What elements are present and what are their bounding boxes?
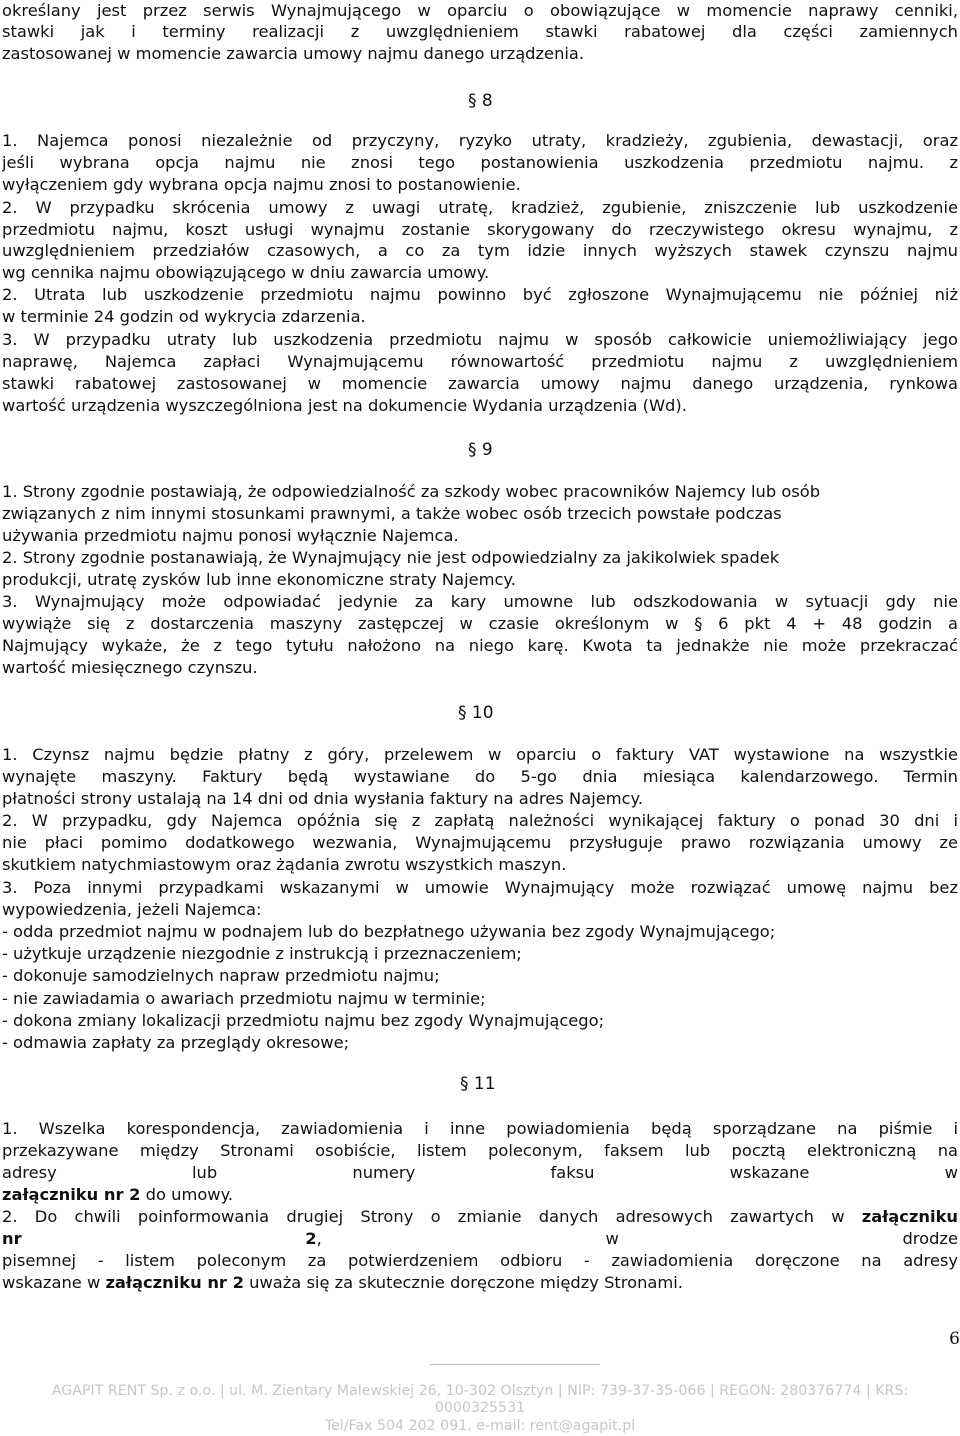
text-line (2, 0, 958, 22)
text-segment: przekazywane między Stronami osobiście, listem poleconym, faksem lub pocztą elektroniczną na (2, 1141, 958, 1160)
text-line (2, 943, 958, 965)
text-segment: - dokonuje samodzielnych napraw przedmiotu najmu; (2, 966, 440, 985)
bold-text: załączniku nr 2 (105, 1273, 244, 1292)
bold-text: załączniku (861, 1207, 958, 1226)
text-segment: stawki rabatowej zastosowanej w momencie zawarcia umowy najmu danego urządzenia, rynkowa (2, 374, 958, 393)
text-segment: 1. Strony zgodnie postawiają, że odpowiedzialność za szkody wobec pracowników Najemcy lub osób (2, 482, 821, 501)
text-line (2, 306, 958, 328)
text-line (2, 1010, 958, 1032)
text-segment: - nie zawiadamia o awariach przedmiotu najmu w terminie; (2, 989, 486, 1008)
text-segment: wypowiedzenia, jeżeli Najemca: (2, 900, 262, 919)
text-line (2, 1184, 958, 1206)
text-segment: produkcji, utratę zysków lub inne ekonomiczne straty Najemcy. (2, 570, 516, 589)
text-line (2, 262, 958, 284)
text-line (2, 877, 958, 899)
text-line (2, 832, 958, 854)
text-line (2, 395, 958, 417)
text-segment: 2. W przypadku, gdy Najemca opóźnia się z zapłatą należności wynikającej faktury o ponad 30 dni i (2, 811, 958, 830)
text-segment: adresy lub numery faksu wskazane w (2, 1163, 958, 1182)
text-segment: w terminie 24 godzin od wykrycia zdarzenia. (2, 307, 366, 326)
text-line (2, 197, 958, 219)
text-line (2, 43, 958, 65)
text-segment: jeśli wybrana opcja najmu nie znosi tego postanowienia uszkodzenia przedmiotu najmu. z (2, 153, 958, 172)
text-segment: , w drodze (316, 1229, 958, 1248)
section-heading-11: § 11 (460, 1074, 496, 1094)
text-line (2, 219, 958, 241)
text-segment: wywiąże się z dostarczenia maszyny zastępczej w czasie określonym w § 6 pkt 4 + 48 godzin a (2, 614, 958, 633)
text-line (2, 744, 958, 766)
text-line (2, 988, 958, 1010)
text-line (2, 810, 958, 832)
text-line (2, 240, 958, 262)
footer-krs-number: 0000325531 (434, 1400, 526, 1416)
page-number: 6 (949, 1329, 960, 1349)
text-segment: przedmiotu najmu, koszt usługi wynajmu zostanie skorygowany do rzeczywistego okresu wynajmu, z (2, 220, 958, 239)
text-line (2, 21, 958, 43)
text-segment: 2. W przypadku skrócenia umowy z uwagi utratę, kradzież, zgubienie, zniszczenie lub uszkodzenie (2, 198, 958, 217)
text-segment: wg cennika najmu obowiązującego w dniu zawarcia umowy. (2, 263, 490, 282)
text-line (2, 152, 958, 174)
text-line (2, 503, 958, 525)
text-line (2, 373, 958, 395)
text-line (2, 899, 958, 921)
text-segment: - użytkuje urządzenie niezgodnie z instrukcją i przeznaczeniem; (2, 944, 522, 963)
text-segment: Najmujący wykaże, że z tego tytułu nałożono na niego karę. Kwota ta jednakże nie może przekraczać (2, 636, 958, 655)
text-line (2, 657, 958, 679)
section-heading-9: § 9 (468, 440, 493, 460)
text-segment: uważa się za skutecznie doręczone między Stronami. (243, 1273, 683, 1292)
text-line (2, 130, 958, 152)
text-segment: - odmawia zapłaty za przeglądy okresowe; (2, 1033, 350, 1052)
text-line (2, 329, 958, 351)
text-segment: naprawę, Najemca zapłaci Wynajmującemu równowartość przedmiotu najmu z uwzględnieniem (2, 352, 958, 371)
section-heading-10: § 10 (458, 703, 494, 723)
text-line (2, 481, 958, 503)
text-line (2, 1250, 958, 1272)
text-segment (22, 1229, 306, 1248)
text-segment: 2. Utrata lub uszkodzenie przedmiotu najmu powinno być zgłoszone Wynajmującemu nie później niż (2, 285, 958, 304)
text-line (2, 569, 958, 591)
text-segment: zastosowanej w momencie zawarcia umowy najmu danego urządzenia. (2, 44, 585, 63)
text-segment: do umowy. (140, 1185, 234, 1204)
text-line (2, 1118, 958, 1140)
text-segment: - odda przedmiot najmu w podnajem lub do bezpłatnego używania bez zgody Wynajmującego; (2, 922, 776, 941)
text-segment: pisemnej - listem poleconym za potwierdzeniem odbioru - zawiadomienia doręczone na adresy (2, 1251, 958, 1270)
text-line (2, 1206, 958, 1228)
text-segment: 2. Strony zgodnie postanawiają, że Wynajmujący nie jest odpowiedzialny za jakikolwiek spadek (2, 548, 780, 567)
text-line (2, 635, 958, 657)
text-line (2, 1140, 958, 1162)
text-segment: wynajęte maszyny. Faktury będą wystawiane do 5-go dnia miesiąca kalendarzowego. Termin (2, 767, 958, 786)
text-segment: 1. Czynsz najmu będzie płatny z góry, przelewem w oparciu o faktury VAT wystawione na wszystkie (2, 745, 958, 764)
text-line (2, 965, 958, 987)
footer-company-info: AGAPIT RENT Sp. z o.o. | ul. M. Zientary Malewskiej 26, 10-302 Olsztyn | NIP: 739-37-35-066 | REGON: 280376774 | KRS: (51, 1383, 909, 1399)
text-line (2, 766, 958, 788)
text-line (2, 174, 958, 196)
footer-divider (430, 1364, 600, 1365)
text-line (2, 1228, 958, 1250)
bold-text: nr (2, 1229, 22, 1248)
text-line (2, 284, 958, 306)
text-line (2, 854, 958, 876)
text-segment: 2. Do chwili poinformowania drugiej Strony o zmianie danych adresowych zawartych w (2, 1207, 862, 1226)
text-line (2, 351, 958, 373)
text-segment: wartość urządzenia wyszczególniona jest na dokumencie Wydania urządzenia (Wd). (2, 396, 687, 415)
text-line (2, 1032, 958, 1054)
text-segment: wartość miesięcznego czynszu. (2, 658, 258, 677)
text-line (2, 788, 958, 810)
text-segment: nie płaci pomimo dodatkowego wezwania, Wynajmującemu przysługuje prawo rozwiązania umowy ze (2, 833, 958, 852)
text-segment: płatności strony ustalają na 14 dni od dnia wysłania faktury na adres Najemcy. (2, 789, 644, 808)
text-segment: wyłączeniem gdy wybrana opcja najmu znosi to postanowienie. (2, 175, 521, 194)
text-segment: 3. W przypadku utraty lub uszkodzenia przedmiotu najmu w sposób całkowicie uniemożliwiający jego (2, 330, 958, 349)
footer-contact: Tel/Fax 504 202 091, e-mail: rent@agapit.pl (324, 1418, 636, 1434)
text-line (2, 547, 958, 569)
text-segment: skutkiem natychmiastowym oraz żądania zwrotu wszystkich maszyn. (2, 855, 567, 874)
text-segment: 1. Wszelka korespondencja, zawiadomienia i inne powiadomienia będą sporządzane na piśmie i (2, 1119, 958, 1138)
text-line (2, 591, 958, 613)
text-segment: wskazane w (2, 1273, 106, 1292)
text-line (2, 1272, 958, 1294)
text-segment: 3. Wynajmujący może odpowiadać jedynie za kary umowne lub odszkodowania w sytuacji gdy nie (2, 592, 958, 611)
section-heading-8: § 8 (468, 91, 493, 111)
text-line (2, 613, 958, 635)
text-line (2, 921, 958, 943)
bold-text: załączniku nr 2 (2, 1185, 141, 1204)
text-segment: - dokona zmiany lokalizacji przedmiotu najmu bez zgody Wynajmującego; (2, 1011, 605, 1030)
text-segment: 1. Najemca ponosi niezależnie od przyczyny, ryzyko utraty, kradzieży, zgubienia, dewastacji, oraz (2, 131, 958, 150)
text-segment: 3. Poza innymi przypadkami wskazanymi w umowie Wynajmujący może rozwiązać umowę najmu bez (2, 878, 958, 897)
text-segment: związanych z nim innymi stosunkami prawnymi, a także wobec osób trzecich powstałe podczas (2, 504, 782, 523)
text-segment: używania przedmiotu najmu ponosi wyłącznie Najemca. (2, 526, 459, 545)
text-segment: uwzględnieniem przedziałów czasowych, a co za tym idzie innych wyższych stawek czynszu najmu (2, 241, 958, 260)
text-line (2, 525, 958, 547)
text-segment: określany jest przez serwis Wynajmującego w oparciu o obowiązujące w momencie naprawy cenniki, (2, 1, 958, 20)
text-segment: stawki jak i terminy realizacji z uwzględnieniem stawki rabatowej dla części zamiennych (2, 22, 958, 41)
bold-text: 2 (305, 1229, 317, 1248)
text-line (2, 1162, 958, 1184)
